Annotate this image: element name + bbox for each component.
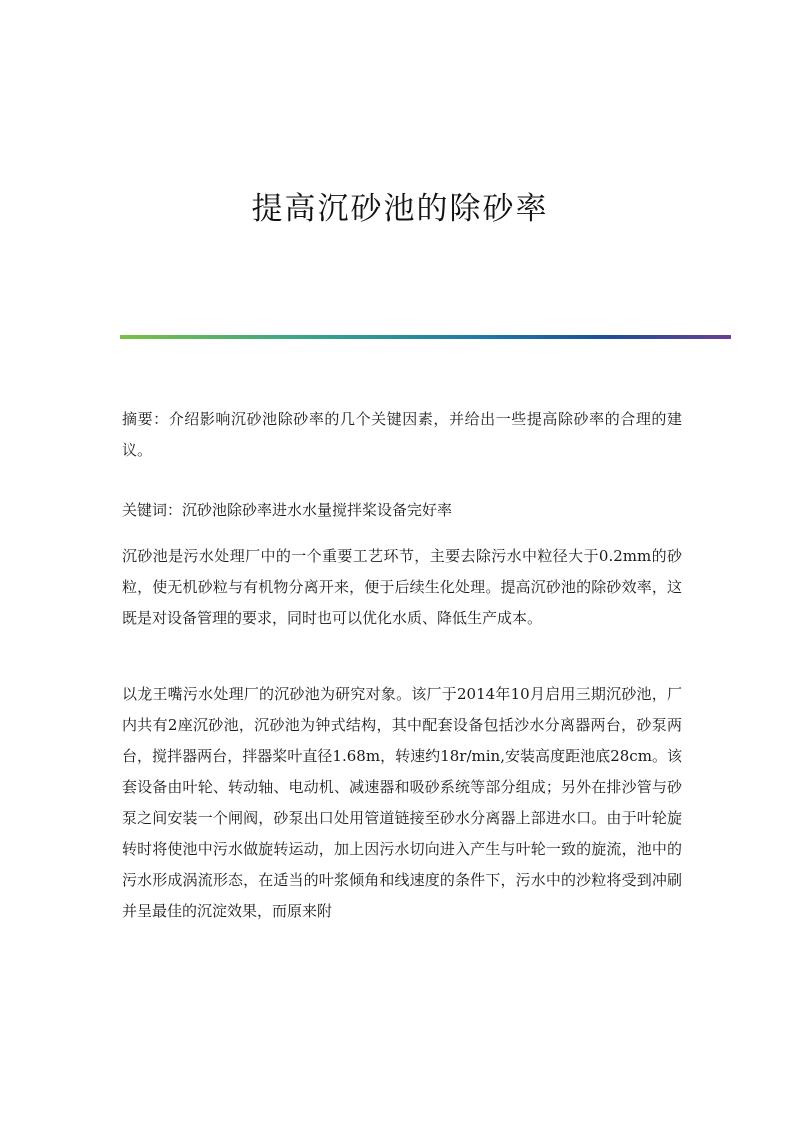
title-divider bbox=[120, 335, 731, 339]
abstract-text: 摘要：介绍影响沉砂池除砂率的几个关键因素，并给出一些提高除砂率的合理的建议。 bbox=[122, 410, 682, 459]
body-paragraph-2: 以龙王嘴污水处理厂的沉砂池为研究对象。该厂于2014年10月启用三期沉砂池，厂内共有2座沉砂池，沉砂池为钟式结构，其中配套设备包括沙水分离器两台，砂泵两台，搅拌器两台，拌器桨叶直径1.68m，转速约18r/min,安装高度距池底28cm。该套设备由叶轮、转动轴、电动机、减速器和吸砂系统等部分组成；另外在排沙管与砂泵之间安装一个闸阀，砂泵出口处用管道链接至砂水分离器上部进水口。由于叶轮旋转时将使池中污水做旋转运动，加上因污水切向进入产生与叶轮一致的旋流，池中的污水形成涡流形态，在适当的叶浆倾角和线速度的条件下，污水中的沙粒将受到冲刷并呈最佳的沉淀效果，而原来附 bbox=[122, 685, 682, 920]
keywords-text: 关键词：沉砂池除砂率进水水量搅拌桨设备完好率 bbox=[122, 501, 453, 519]
document-title: 提高沉砂池的除砂率 bbox=[251, 191, 549, 227]
body-paragraph-1: 沉砂池是污水处理厂中的一个重要工艺环节，主要去除污水中粒径大于0.2mm的砂粒，使无机砂粒与有机物分离开来，便于后续生化处理。提高沉砂池的除砂效率，这既是对设备管理的要求，同时也可以优化水质、降低生产成本。 bbox=[122, 547, 682, 627]
